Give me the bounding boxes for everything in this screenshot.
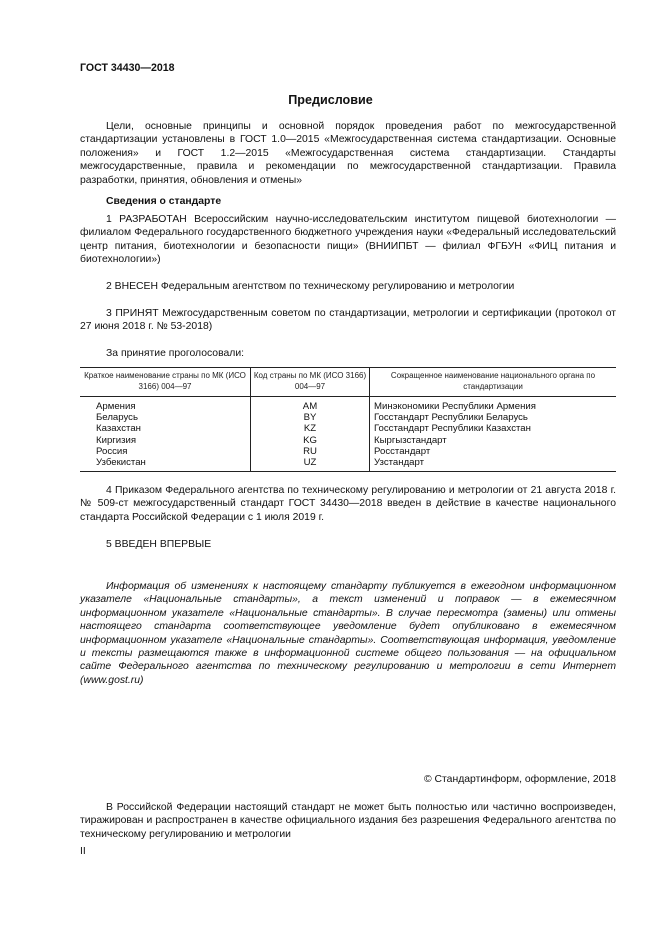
table-cell-body: Минэкономики Республики Армения	[370, 397, 617, 413]
intro-paragraph: Цели, основные принципы и основной порядок проведения работ по межгосударственной стандартизации установлены в ГОСТ 1.0—2015 «Межгосударственная система стандартизации. Основные положения» и ГОСТ 1.2—2015 «Межгосударственная система стандартизации. Стандарты межгосударственные, правила и рекомендации по межгосударственной стандартизации. Правила разработки, принятия, обновления и отмены»	[80, 121, 616, 186]
table-cell-code: AM	[251, 397, 370, 413]
table-cell-body: Госстандарт Республики Казахстан	[370, 423, 617, 434]
table-cell-country: Узбекистан	[80, 457, 251, 472]
table-cell-country: Россия	[96, 445, 128, 457]
amendments-info: Информация об изменениях к настоящему стандарту публикуется в ежегодном информационном указателе «Национальные стандарты», а текст изменений и поправок — в ежемесячном информационном указателе «Национальные стандарты». В случае пересмотра (замены) или отмены настоящего стандарта соответствующее уведомление будет опубликовано в ежемесячном информационном указателе «Национальные стандарты». Соответствующая информация, уведомление и тексты размещаются также в информационной системе общего пользования — на официальном сайте Федерального агентства по техническому регулированию и метрологии в сети Интернет (www.gost.ru)	[80, 581, 616, 686]
table-cell-code: KZ	[251, 423, 370, 434]
table-cell-code: RU	[251, 446, 370, 457]
table-cell-country: Киргизия	[96, 434, 137, 446]
table-header-code: Код страны по МК (ИСО 3166) 004—97	[251, 368, 370, 397]
table-row	[80, 446, 616, 457]
table-cell-country: Армения	[96, 401, 136, 412]
item-5-introduced: 5 ВВЕДЕН ВПЕРВЫЕ	[106, 539, 212, 550]
table-cell-body: Узстандарт	[370, 457, 617, 472]
table-header-body: Сокращенное наименование национального органа по стандартизации	[370, 368, 617, 397]
table-row	[80, 412, 616, 423]
item-4-order: 4 Приказом Федерального агентства по техническому регулированию и метрологии от 21 августа 2018 г. № 509-ст межгосударственный стандарт ГОСТ 34430—2018 введен в действие в качестве национального стандарта Российской Федерации с 1 июля 2019 г.	[80, 485, 616, 523]
table-cell-body: Росстандарт	[370, 446, 617, 457]
table-cell-country: Казахстан	[96, 423, 141, 435]
page-title: Предисловие	[288, 93, 373, 107]
table-header-country: Краткое наименование страны по МК (ИСО 3166) 004—97	[80, 368, 251, 397]
table-header-row	[80, 368, 616, 397]
item-3-adopted: 3 ПРИНЯТ Межгосударственным советом по стандартизации, метрологии и сертификации (протокол от 27 июня 2018 г. № 53-2018)	[80, 308, 616, 333]
table-cell-body: Кыргызстандарт	[370, 435, 617, 446]
voted-label: За принятие проголосовали:	[106, 348, 245, 359]
table-row	[80, 435, 616, 446]
table-row	[80, 423, 616, 434]
copyright-notice: © Стандартинформ, оформление, 2018	[423, 774, 616, 785]
document-header: ГОСТ 34430—2018	[80, 62, 175, 74]
page-number: II	[80, 846, 86, 857]
table-cell-body: Госстандарт Республики Беларусь	[370, 412, 617, 423]
item-1-developed: 1 РАЗРАБОТАН Всероссийским научно-исследовательским институтом пищевой биотехнологии — филиалом Федерального государственного бюджетного учреждения науки «Федеральный исследовательский центр питания, биотехнологии и безопасности пищи» (ВНИИПБТ — филиал ФГБУН «ФИЦ питания и биотехнологии»)	[80, 214, 616, 266]
table-cell-code: UZ	[251, 457, 370, 472]
reproduction-notice: В Российской Федерации настоящий стандарт не может быть полностью или частично воспроизведен, тиражирован и распространен в качестве официального издания без разрешения Федерального агентства по техническому регулированию и метрологии	[80, 802, 616, 840]
info-heading: Сведения о стандарте	[106, 196, 222, 207]
table-row	[80, 457, 616, 472]
voting-table	[80, 367, 616, 472]
table-cell-country: Беларусь	[96, 412, 138, 424]
table-row	[80, 397, 616, 413]
table-cell-code: BY	[251, 412, 370, 423]
item-2-submitted: 2 ВНЕСЕН Федеральным агентством по техническому регулированию и метрологии	[106, 281, 515, 292]
table-cell-code: KG	[251, 435, 370, 446]
